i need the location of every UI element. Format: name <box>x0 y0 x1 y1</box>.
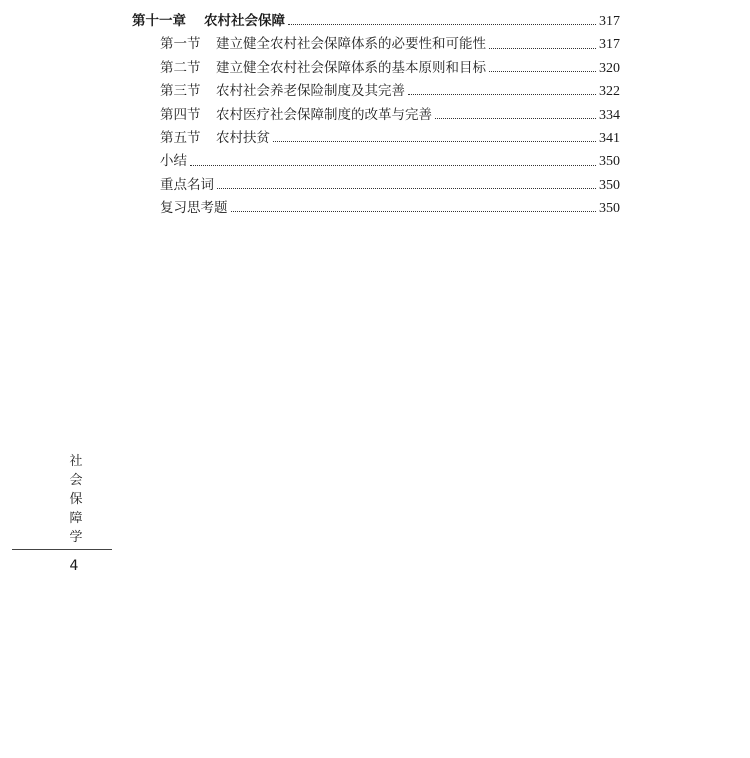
book-title-char: 学 <box>69 530 83 545</box>
section-title: 农村扶贫 <box>216 129 270 146</box>
section-number: 第四节 <box>160 106 201 123</box>
section-page: 320 <box>599 60 620 76</box>
section-number: 第三节 <box>160 83 201 100</box>
section-page: 341 <box>599 130 620 146</box>
chapter-title: 农村社会保障 <box>204 13 285 29</box>
toc-section-entry[interactable] <box>132 197 620 220</box>
chapter-page: 317 <box>599 14 620 29</box>
page-number: 4 <box>69 558 79 574</box>
book-title-char: 会 <box>69 473 83 488</box>
section-title: 农村社会养老保险制度及其完善 <box>216 83 405 100</box>
section-title: 建立健全农村社会保障体系的基本原则和目标 <box>216 59 486 76</box>
chapter-number: 第十一章 <box>132 13 186 29</box>
section-number: 第五节 <box>160 129 201 146</box>
toc-section-entry[interactable] <box>132 174 620 197</box>
toc-section-entry[interactable] <box>132 57 620 80</box>
toc-section-entry[interactable] <box>132 80 620 103</box>
leader-dots <box>489 71 596 72</box>
book-title-char: 保 <box>69 492 83 507</box>
section-title: 小结 <box>160 153 187 170</box>
section-title: 重点名词 <box>160 176 214 193</box>
book-title-vertical <box>66 452 86 547</box>
leader-dots <box>435 118 596 119</box>
toc-section-entry[interactable] <box>132 150 620 173</box>
section-page: 334 <box>599 107 620 123</box>
leader-dots <box>190 165 596 166</box>
section-number: 第二节 <box>160 59 201 76</box>
section-page: 350 <box>599 154 620 170</box>
toc-section-entry[interactable] <box>132 104 620 127</box>
toc-section-entry[interactable] <box>132 33 620 56</box>
toc-section-entry[interactable] <box>132 127 620 150</box>
section-number: 第一节 <box>160 36 201 53</box>
leader-dots <box>489 48 596 49</box>
section-title: 农村医疗社会保障制度的改革与完善 <box>216 106 432 123</box>
leader-dots <box>217 188 596 189</box>
book-title-char: 社 <box>69 454 83 469</box>
section-page: 350 <box>599 201 620 217</box>
leader-dots <box>408 94 596 95</box>
section-page: 317 <box>599 37 620 53</box>
leader-dots <box>231 211 597 212</box>
toc-chapter-entry[interactable] <box>132 10 620 33</box>
section-page: 322 <box>599 84 620 100</box>
leader-dots <box>288 24 596 25</box>
section-page: 350 <box>599 177 620 193</box>
book-title-char: 障 <box>69 511 83 526</box>
divider <box>12 549 112 550</box>
section-title: 复习思考题 <box>160 200 228 217</box>
section-title: 建立健全农村社会保障体系的必要性和可能性 <box>216 36 486 53</box>
leader-dots <box>273 141 596 142</box>
table-of-contents <box>132 10 620 221</box>
